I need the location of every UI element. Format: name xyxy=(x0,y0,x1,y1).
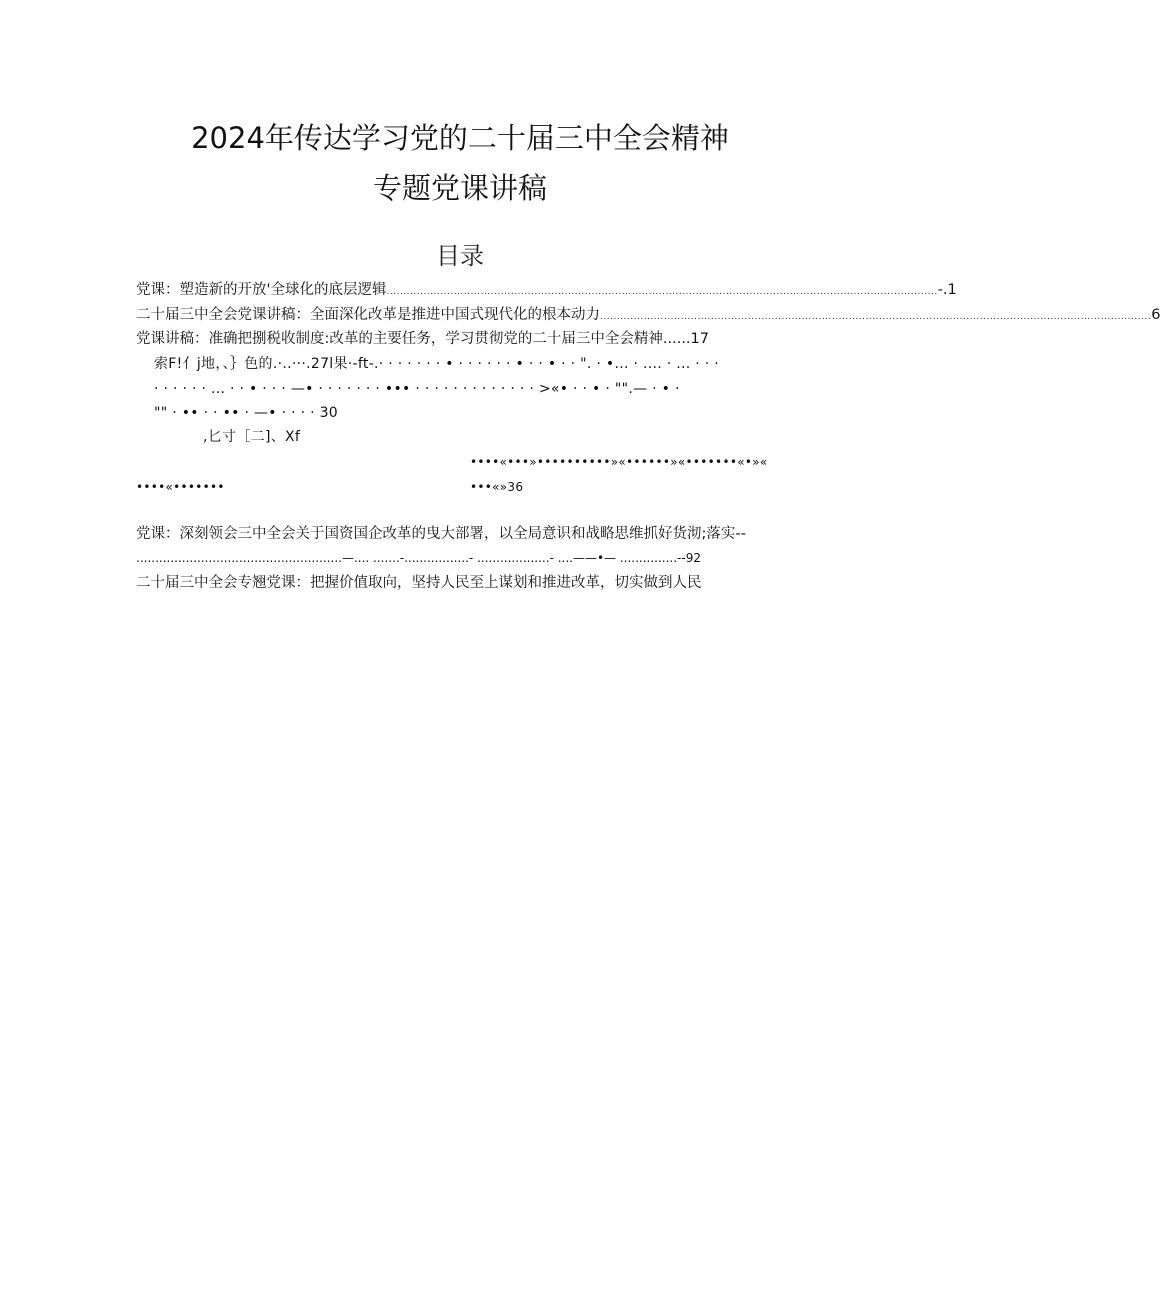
toc-entry-page: 6 xyxy=(1151,307,1160,323)
document-title-line-1: 2024年传达学习党的二十届三中全会精神 xyxy=(191,121,729,155)
toc-entry[interactable] xyxy=(136,525,786,543)
toc-garbled-line: · · · · · · ... · · • · · · —• · · · · · · · ••• · · · · · · · · · · · · · >«• · · • · "".— · • · xyxy=(154,381,680,397)
toc-entry-title: 党课讲稿：准确把捌税收制度:改革的主要任务，学习贯彻党的二十届三中全会精神......17 xyxy=(136,331,709,347)
toc-garbled-line: 索F!亻j地，、｝色的.·..···.27l果·-ft-.· · · · · · · • · · · · · · • · · • · · ". · •... · .... · ... · · · xyxy=(154,356,719,372)
toc-entry-title: 党课：塑造新的开放'全球化的底层逻辑 xyxy=(136,282,387,298)
toc-leader-dots: .................................................................................................................................................................... xyxy=(600,312,1152,322)
toc-entry-title: 党课：深刻领会三中全会关于国资国企改革的曳大部署，以全局意识和战略思维抓好货沏;落实-- xyxy=(136,526,746,542)
toc-entry[interactable] xyxy=(136,330,709,348)
toc-garbled-line: ,匕寸［二]、Xf xyxy=(203,429,301,445)
toc-leader-dots: .................................................................................................................................................................... xyxy=(386,287,938,297)
toc-entry-title: 二十届三中全会专翘党课：把握价值取向，坚持人民至上谋划和推进改革，切实做到人民 xyxy=(136,575,702,591)
toc-entry[interactable] xyxy=(136,281,957,301)
toc-garbled-line: •••«»36 xyxy=(470,480,524,494)
toc-garbled-line: ••••«•••»••••••••••»«••••••»«•••••••«•»« xyxy=(470,455,768,469)
toc-entry-continuation: ......................................................—.... .......-.................- ...................- ....——•— ...............--92 xyxy=(136,551,701,565)
toc-garbled-line: "" · •• · · •• · —• · · · · 30 xyxy=(154,405,338,421)
document-title-line-2: 专题党课讲稿 xyxy=(372,171,547,205)
toc-entry-title: 二十届三中全会党课讲稿：全面深化改革是推进中国式现代化的根本动力 xyxy=(136,307,600,323)
toc-entry[interactable] xyxy=(136,306,1160,326)
toc-entry[interactable] xyxy=(136,574,702,592)
toc-garbled-line: ••••«••••••• xyxy=(136,480,225,494)
toc-heading: 目录 xyxy=(436,242,484,270)
toc-entry-page: -.1 xyxy=(937,282,957,298)
